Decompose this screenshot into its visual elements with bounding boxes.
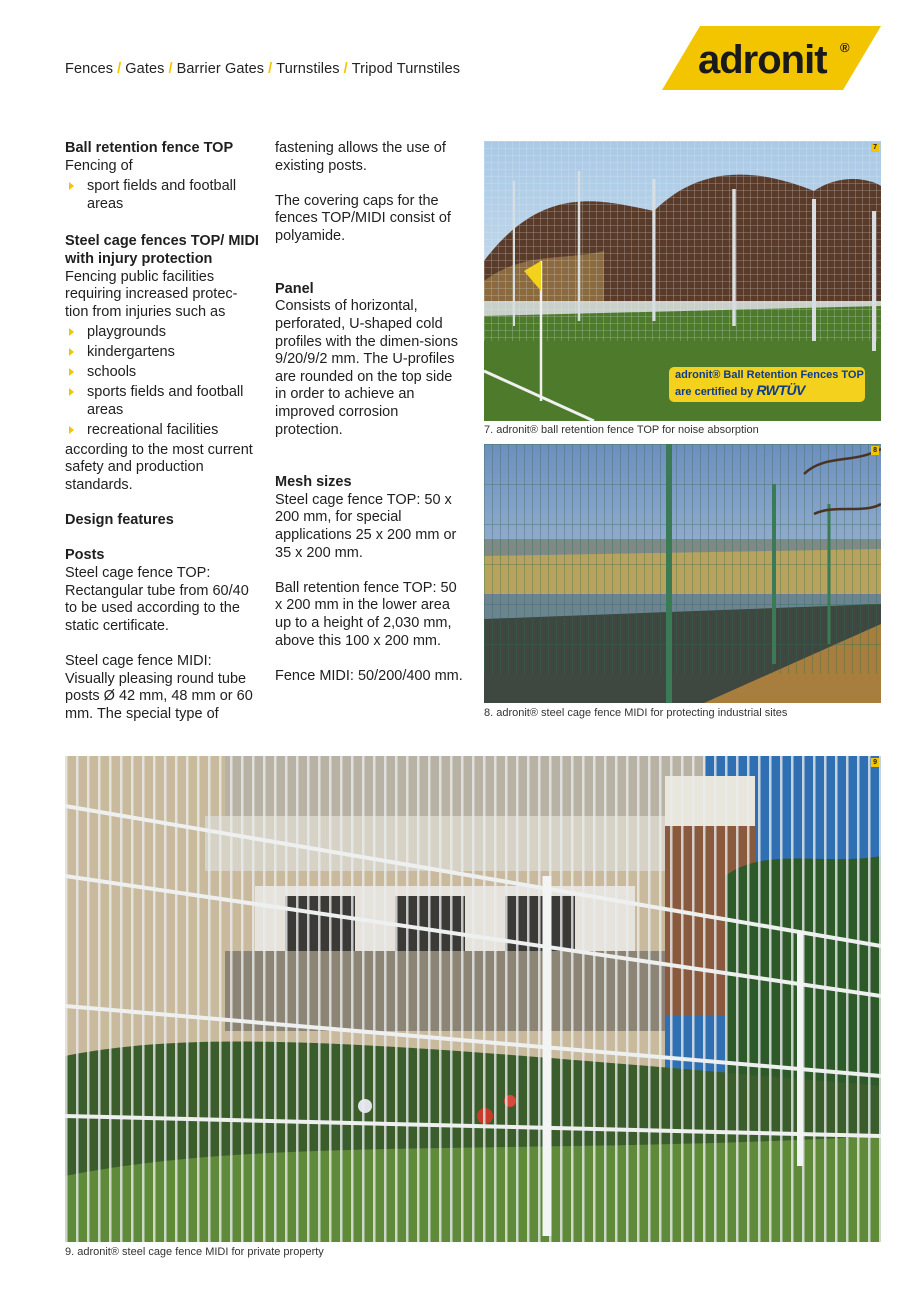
caption-figure-9: 9. adronit® steel cage fence MIDI for private property <box>65 1246 324 1258</box>
nav-separator: / <box>117 61 122 77</box>
paragraph: Steel cage fence TOP: 50 x 200 mm, for special applications 25 x 200 mm or 35 x 200 mm. <box>275 491 457 561</box>
paragraph: Fencing of <box>65 157 133 174</box>
bullet-triangle-icon <box>69 368 74 376</box>
registered-mark: ® <box>840 40 850 55</box>
caption-figure-7: 7. adronit® ball retention fence TOP for noise absorption <box>484 424 759 436</box>
logo-wordmark: adronit <box>698 38 827 82</box>
nav-separator: / <box>268 61 273 77</box>
bullet-triangle-icon <box>69 348 74 356</box>
breadcrumb-nav <box>65 61 460 77</box>
paragraph: Ball retention fence TOP: 50 x 200 mm in the lower area up to a height of 2,030 mm, above this 100 x 200 mm. <box>275 579 457 649</box>
list-item: schools <box>65 364 260 382</box>
nav-gates[interactable]: Gates <box>125 61 165 77</box>
heading-design-features: Design features <box>65 512 174 529</box>
list-item: kindergartens <box>65 344 260 362</box>
text-column-1 <box>65 140 260 723</box>
bullet-triangle-icon <box>69 182 74 190</box>
nav-turnstiles[interactable]: Turnstiles <box>276 61 340 77</box>
photo-industrial-fence <box>484 444 881 703</box>
nav-separator: / <box>168 61 173 77</box>
adronit-logo[interactable] <box>662 26 881 90</box>
cert-line-1: adronit® Ball Retention Fences TOP <box>675 369 864 381</box>
photo-private-property-fence <box>65 756 881 1242</box>
paragraph: Steel cage fence MIDI: Visually pleasing round tube posts Ø 42 mm, 48 mm or 60 mm. The special type of <box>65 652 253 722</box>
list-item: sports fields and football areas <box>65 384 260 419</box>
bullet-triangle-icon <box>69 426 74 434</box>
figure-number-badge: 8 <box>873 447 877 454</box>
paragraph: The covering caps for the fences TOP/MIDI consist of polyamide. <box>275 192 451 244</box>
cert-line-2: are certified by RWTÜV <box>675 382 805 398</box>
nav-separator: / <box>343 61 348 77</box>
text-column-2 <box>275 140 465 685</box>
heading-posts: Posts <box>65 547 105 564</box>
list-item: sport fields and football areas <box>65 178 260 213</box>
bullet-triangle-icon <box>69 388 74 396</box>
heading-panel: Panel <box>275 280 314 297</box>
list-item: playgrounds <box>65 324 260 342</box>
paragraph: Steel cage fence TOP: Rectangular tube from 60/40 to be used according to the static certificate. <box>65 565 249 634</box>
bullet-list <box>65 324 260 439</box>
nav-fences[interactable]: Fences <box>65 61 114 77</box>
heading-steel-cage-fences: Steel cage fences TOP/ MIDI with injury protection <box>65 233 259 267</box>
nav-barrier-gates[interactable]: Barrier Gates <box>176 61 265 77</box>
paragraph: Fencing public facilities requiring increased protec-tion from injuries such as <box>65 268 238 320</box>
paragraph: Fence MIDI: 50/200/400 mm. <box>275 667 463 684</box>
figure-number-badge: 9 <box>873 759 877 766</box>
heading-mesh-sizes: Mesh sizes <box>275 474 352 491</box>
bullet-triangle-icon <box>69 328 74 336</box>
caption-figure-8: 8. adronit® steel cage fence MIDI for protecting industrial sites <box>484 707 788 719</box>
list-item: recreational facilities <box>65 422 260 440</box>
paragraph: Consists of horizontal, perforated, U-shaped cold profiles with the dimen-sions 9/20/9/2 mm. The U-profiles are rounded on the top side in order to achieve an improved corrosion protection. <box>275 298 458 438</box>
paragraph: according to the most current safety and production standards. <box>65 441 253 494</box>
bullet-list <box>65 178 260 213</box>
heading-ball-retention: Ball retention fence TOP <box>65 140 234 156</box>
certification-badge <box>669 367 865 402</box>
rwtuv-logo: RWTÜV <box>756 382 805 398</box>
figure-number-badge: 7 <box>873 144 877 151</box>
paragraph: fastening allows the use of existing posts. <box>275 140 446 174</box>
nav-tripod-turnstiles[interactable]: Tripod Turnstiles <box>351 61 461 77</box>
